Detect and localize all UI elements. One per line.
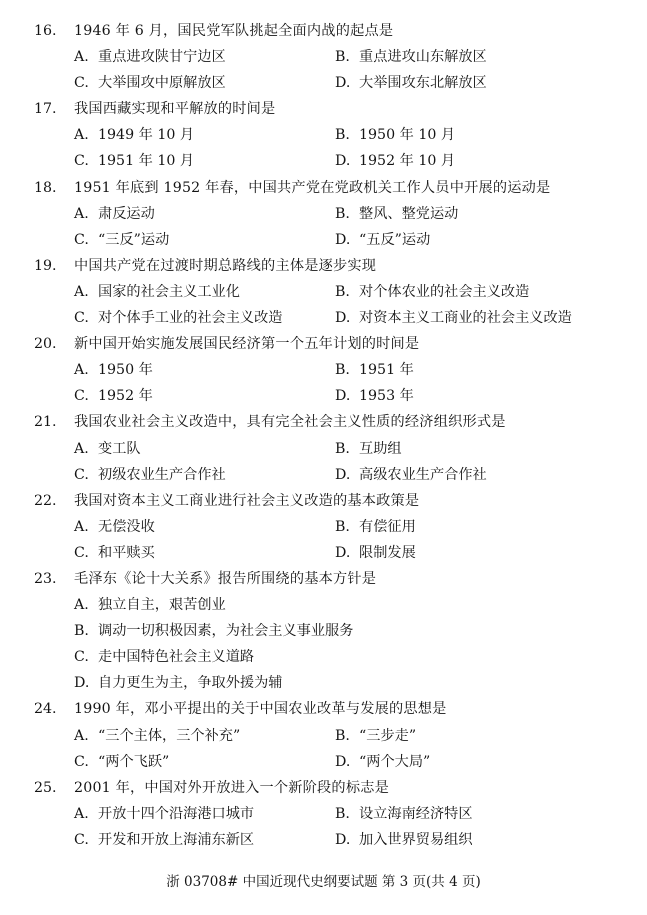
question-19 bbox=[0, 253, 647, 331]
option-d bbox=[335, 383, 414, 409]
option-d bbox=[335, 827, 473, 853]
option-text: 1950 年 bbox=[98, 362, 153, 379]
question-stem bbox=[0, 696, 647, 722]
question-text: 我国西藏实现和平解放的时间是 bbox=[74, 101, 276, 118]
option-text: 高级农业生产合作社 bbox=[359, 466, 487, 483]
question-stem bbox=[0, 566, 647, 592]
option-label: B. bbox=[335, 283, 350, 300]
option-label: C. bbox=[74, 466, 89, 483]
option-d bbox=[74, 670, 282, 696]
option-b bbox=[335, 357, 414, 383]
option-text: 设立海南经济特区 bbox=[359, 805, 473, 822]
option-label: C. bbox=[74, 649, 89, 666]
option-text: 国家的社会主义工业化 bbox=[98, 283, 240, 300]
option-row bbox=[0, 540, 647, 566]
question-24 bbox=[0, 696, 647, 774]
option-row bbox=[0, 201, 647, 227]
option-text: 互助组 bbox=[359, 440, 402, 457]
option-text: 对资本主义工商业的社会主义改造 bbox=[359, 310, 572, 327]
option-label: A. bbox=[74, 283, 89, 300]
option-text: 1951 年 10 月 bbox=[98, 153, 195, 170]
question-number: 21. bbox=[34, 414, 57, 431]
option-a bbox=[74, 279, 240, 305]
question-list bbox=[0, 18, 647, 853]
option-label: C. bbox=[74, 310, 89, 327]
option-text: 整风、整党运动 bbox=[359, 205, 459, 222]
option-row bbox=[0, 122, 647, 148]
question-text: 我国农业社会主义改造中，具有完全社会主义性质的经济组织形式是 bbox=[74, 414, 506, 431]
option-text: 走中国特色社会主义道路 bbox=[98, 649, 255, 666]
option-text: 肃反运动 bbox=[98, 205, 155, 222]
option-row bbox=[0, 644, 647, 670]
question-text: 2001 年，中国对外开放进入一个新阶段的标志是 bbox=[74, 779, 389, 796]
question-22 bbox=[0, 488, 647, 566]
option-text: 无偿没收 bbox=[98, 518, 155, 535]
option-label: B. bbox=[335, 518, 350, 535]
option-b bbox=[335, 801, 473, 827]
option-label: D. bbox=[335, 753, 351, 770]
option-c bbox=[74, 749, 169, 775]
question-number: 16. bbox=[34, 23, 57, 39]
question-number: 18. bbox=[34, 179, 57, 196]
question-stem bbox=[0, 775, 647, 801]
option-label: B. bbox=[335, 440, 350, 457]
option-row bbox=[0, 70, 647, 96]
option-text: 独立自主，艰苦创业 bbox=[98, 597, 226, 614]
option-text: 1951 年 bbox=[359, 362, 414, 379]
question-17 bbox=[0, 96, 647, 174]
option-label: C. bbox=[74, 753, 89, 770]
option-b bbox=[335, 514, 416, 540]
option-b bbox=[335, 122, 455, 148]
question-text: 新中国开始实施发展国民经济第一个五年计划的时间是 bbox=[74, 336, 420, 353]
option-a bbox=[74, 592, 226, 618]
option-c bbox=[74, 644, 254, 670]
option-label: B. bbox=[335, 362, 350, 379]
option-row bbox=[0, 357, 647, 383]
question-text: 1951 年底到 1952 年春，中国共产党在党政机关工作人员中开展的运动是 bbox=[74, 179, 551, 196]
option-d bbox=[335, 305, 572, 331]
option-label: A. bbox=[74, 205, 89, 222]
option-row bbox=[0, 44, 647, 70]
option-row bbox=[0, 148, 647, 174]
option-label: D. bbox=[335, 544, 351, 561]
option-row bbox=[0, 801, 647, 827]
option-label: D. bbox=[335, 75, 351, 92]
option-a bbox=[74, 357, 153, 383]
option-row bbox=[0, 279, 647, 305]
question-text: 1946 年 6 月，国民党军队挑起全面内战的起点是 bbox=[74, 23, 394, 39]
option-text: 限制发展 bbox=[359, 544, 416, 561]
option-label: D. bbox=[335, 310, 351, 327]
option-text: 开放十四个沿海港口城市 bbox=[98, 805, 255, 822]
option-label: C. bbox=[74, 544, 89, 561]
option-label: A. bbox=[74, 805, 89, 822]
question-stem bbox=[0, 175, 647, 201]
question-21 bbox=[0, 409, 647, 487]
question-stem bbox=[0, 409, 647, 435]
option-c bbox=[74, 383, 153, 409]
option-row bbox=[0, 670, 647, 696]
question-stem bbox=[0, 96, 647, 122]
option-text: 开发和开放上海浦东新区 bbox=[98, 831, 255, 848]
option-label: C. bbox=[74, 231, 89, 248]
option-row bbox=[0, 436, 647, 462]
question-number: 25. bbox=[34, 779, 57, 796]
option-a bbox=[74, 201, 155, 227]
question-number: 23. bbox=[34, 570, 57, 587]
question-stem bbox=[0, 18, 647, 44]
option-text: 重点进攻山东解放区 bbox=[359, 49, 487, 66]
option-label: B. bbox=[74, 623, 89, 640]
option-text: 加入世界贸易组织 bbox=[359, 831, 473, 848]
question-16 bbox=[0, 18, 647, 96]
option-label: D. bbox=[335, 831, 351, 848]
option-text: 大举围攻中原解放区 bbox=[98, 75, 226, 92]
option-a bbox=[74, 514, 155, 540]
option-b bbox=[335, 44, 487, 70]
option-label: D. bbox=[335, 231, 351, 248]
option-b bbox=[335, 201, 458, 227]
option-a bbox=[74, 801, 254, 827]
option-text: 1953 年 bbox=[359, 388, 414, 405]
option-d bbox=[335, 462, 487, 488]
question-text: 毛泽东《论十大关系》报告所围绕的基本方针是 bbox=[74, 570, 377, 587]
option-row bbox=[0, 618, 647, 644]
option-c bbox=[74, 827, 254, 853]
option-label: C. bbox=[74, 75, 89, 92]
option-d bbox=[335, 70, 487, 96]
option-text: 大举围攻东北解放区 bbox=[359, 75, 487, 92]
option-text: “两个飞跃” bbox=[98, 753, 170, 770]
option-text: “两个大局” bbox=[359, 753, 431, 770]
option-label: A. bbox=[74, 727, 89, 744]
option-text: “三步走” bbox=[359, 727, 417, 744]
option-row bbox=[0, 383, 647, 409]
option-label: A. bbox=[74, 49, 89, 66]
option-d bbox=[335, 540, 416, 566]
option-label: A. bbox=[74, 362, 89, 379]
option-text: 1949 年 10 月 bbox=[98, 127, 195, 144]
option-label: D. bbox=[335, 153, 351, 170]
option-c bbox=[74, 227, 169, 253]
option-text: 和平赎买 bbox=[98, 544, 155, 561]
question-25 bbox=[0, 775, 647, 853]
question-stem bbox=[0, 331, 647, 357]
option-label: A. bbox=[74, 518, 89, 535]
option-label: C. bbox=[74, 153, 89, 170]
option-c bbox=[74, 70, 226, 96]
option-c bbox=[74, 462, 226, 488]
option-text: 有偿征用 bbox=[359, 518, 416, 535]
option-label: A. bbox=[74, 440, 89, 457]
option-row bbox=[0, 749, 647, 775]
option-text: 初级农业生产合作社 bbox=[98, 466, 226, 483]
option-a bbox=[74, 723, 240, 749]
option-c bbox=[74, 148, 194, 174]
option-label: D. bbox=[335, 388, 351, 405]
option-label: C. bbox=[74, 388, 89, 405]
option-text: “五反”运动 bbox=[359, 231, 431, 248]
question-number: 24. bbox=[34, 701, 57, 718]
option-text: 1952 年 bbox=[98, 388, 153, 405]
question-text: 1990 年，邓小平提出的关于中国农业改革与发展的思想是 bbox=[74, 701, 447, 718]
option-b bbox=[335, 436, 402, 462]
option-row bbox=[0, 514, 647, 540]
question-20 bbox=[0, 331, 647, 409]
option-d bbox=[335, 227, 430, 253]
option-label: D. bbox=[335, 466, 351, 483]
option-label: B. bbox=[335, 727, 350, 744]
question-18 bbox=[0, 175, 647, 253]
option-label: B. bbox=[335, 805, 350, 822]
option-row bbox=[0, 592, 647, 618]
option-text: 自力更生为主，争取外援为辅 bbox=[98, 675, 283, 692]
option-d bbox=[335, 148, 455, 174]
option-label: D. bbox=[74, 675, 90, 692]
option-label: A. bbox=[74, 597, 89, 614]
option-a bbox=[74, 44, 226, 70]
option-text: 对个体手工业的社会主义改造 bbox=[98, 310, 283, 327]
question-text: 中国共产党在过渡时期总路线的主体是逐步实现 bbox=[74, 257, 377, 274]
question-stem bbox=[0, 253, 647, 279]
option-label: B. bbox=[335, 49, 350, 66]
question-stem bbox=[0, 488, 647, 514]
option-d bbox=[335, 749, 430, 775]
option-label: B. bbox=[335, 205, 350, 222]
option-a bbox=[74, 122, 194, 148]
option-row bbox=[0, 827, 647, 853]
option-b bbox=[74, 618, 353, 644]
option-text: 1950 年 10 月 bbox=[359, 127, 456, 144]
option-label: A. bbox=[74, 127, 89, 144]
option-c bbox=[74, 305, 282, 331]
option-text: 重点进攻陕甘宁边区 bbox=[98, 49, 226, 66]
question-number: 22. bbox=[34, 492, 57, 509]
option-text: “三个主体，三个补充” bbox=[98, 727, 241, 744]
option-row bbox=[0, 462, 647, 488]
option-text: 1952 年 10 月 bbox=[359, 153, 456, 170]
option-a bbox=[74, 436, 141, 462]
question-23 bbox=[0, 566, 647, 696]
question-number: 17. bbox=[34, 101, 57, 118]
option-text: 调动一切积极因素，为社会主义事业服务 bbox=[98, 623, 354, 640]
option-b bbox=[335, 279, 529, 305]
page-footer: 浙 03708# 中国近现代史纲要试题 第 3 页(共 4 页) bbox=[166, 874, 481, 890]
option-b bbox=[335, 723, 416, 749]
question-text: 我国对资本主义工商业进行社会主义改造的基本政策是 bbox=[74, 492, 420, 509]
question-number: 19. bbox=[34, 257, 57, 274]
option-text: 对个体农业的社会主义改造 bbox=[359, 283, 530, 300]
option-row bbox=[0, 305, 647, 331]
question-number: 20. bbox=[34, 336, 57, 353]
option-c bbox=[74, 540, 155, 566]
option-label: C. bbox=[74, 831, 89, 848]
option-label: B. bbox=[335, 127, 350, 144]
option-text: 变工队 bbox=[98, 440, 141, 457]
option-row bbox=[0, 723, 647, 749]
option-text: “三反”运动 bbox=[98, 231, 170, 248]
option-row bbox=[0, 227, 647, 253]
